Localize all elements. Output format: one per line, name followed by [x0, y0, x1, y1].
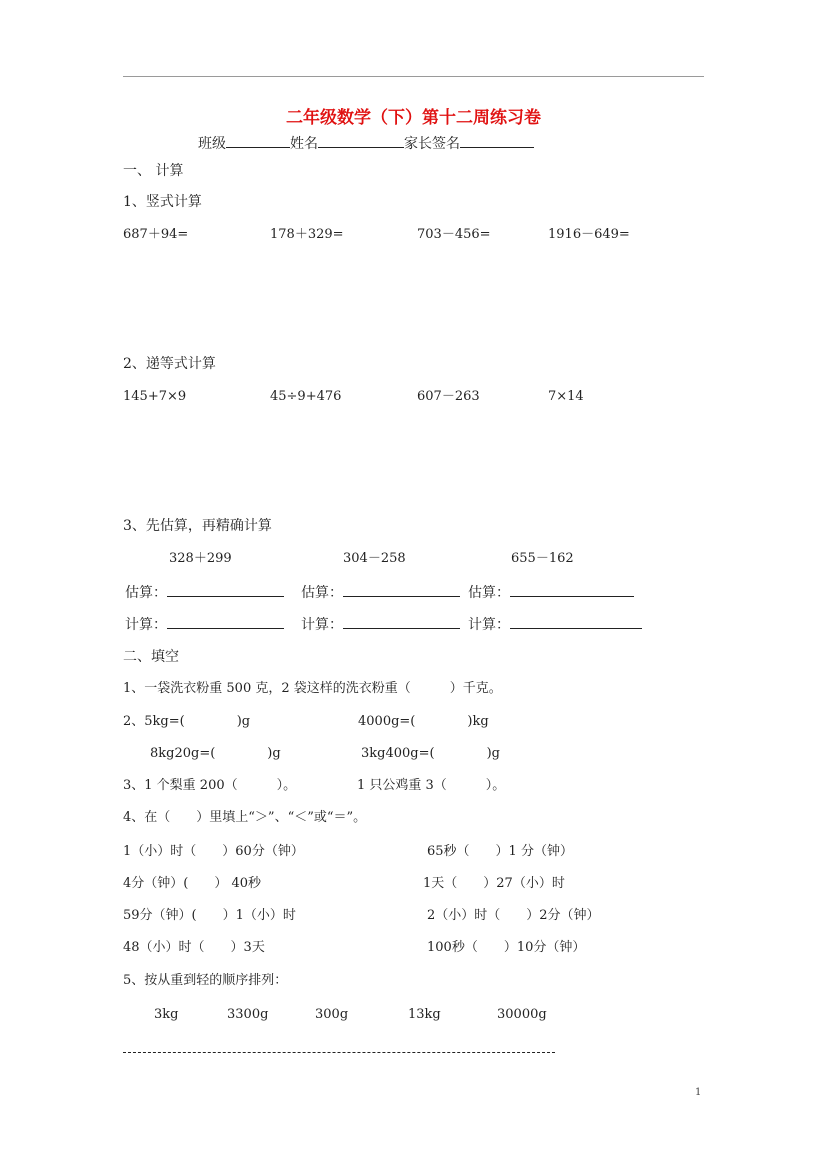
fill-q3-b: 1 只公鸡重 3（ ）。 [357, 778, 506, 793]
q1-item-4: 1916－649= [548, 227, 630, 242]
q2-item-4: 7×14 [548, 389, 584, 404]
fill-q2-c: 8kg20g=( )g [150, 746, 281, 761]
calc-row-1 [125, 616, 284, 632]
weight-item-4: 13kg [408, 1007, 441, 1022]
class-label: 班级 [198, 136, 226, 152]
fill-q2-d: 3kg400g=( )g [361, 746, 500, 761]
compare-row-3-right: 2（小）时（ ）2分（钟） [427, 908, 600, 923]
estimate-row-2 [301, 584, 460, 600]
compare-row-4-left: 48（小）时（ ）3天 [123, 940, 265, 955]
estimate-label: 估算： [125, 585, 167, 601]
fill-q2-b: 4000g=( )kg [358, 714, 489, 729]
fill-q4-title: 4、在（ ）里填上“＞”、“＜”或“＝”。 [123, 810, 367, 825]
student-info-line [198, 135, 534, 151]
q1-title: 1、竖式计算 [123, 194, 202, 210]
compare-row-3-left: 59分（钟）( ）1（小）时 [123, 908, 296, 923]
estimate-label: 估算： [301, 585, 343, 601]
compare-row-1-left: 1（小）时（ ）60分（钟） [123, 844, 304, 859]
class-blank[interactable] [226, 135, 290, 148]
calc-blank[interactable] [343, 616, 460, 629]
q2-item-3: 607－263 [417, 389, 480, 404]
parent-signature-blank[interactable] [460, 135, 534, 148]
fill-q3-a: 3、1 个梨重 200（ ）。 [123, 778, 297, 793]
weight-item-2: 3300g [227, 1007, 269, 1022]
page-number: 1 [695, 1087, 702, 1098]
worksheet-title: 二年级数学（下）第十二周练习卷 [286, 108, 541, 128]
calc-blank[interactable] [167, 616, 284, 629]
estimate-blank[interactable] [510, 584, 634, 597]
estimate-blank[interactable] [343, 584, 460, 597]
q3-title: 3、先估算，再精确计算 [123, 518, 272, 534]
name-label: 姓名 [290, 136, 318, 152]
weight-item-5: 30000g [497, 1007, 547, 1022]
q1-item-2: 178＋329= [270, 227, 344, 242]
name-blank[interactable] [318, 135, 404, 148]
compare-row-2-left: 4分（钟）( ） 40秒 [123, 876, 262, 891]
q2-item-1: 145+7×9 [123, 389, 187, 404]
estimate-label: 估算： [468, 585, 510, 601]
weight-item-3: 300g [315, 1007, 349, 1022]
estimate-row-3 [468, 584, 634, 600]
q3-item-3: 655－162 [511, 551, 574, 566]
compare-row-4-right: 100秒（ ）10分（钟） [427, 940, 586, 955]
calc-label: 计算： [301, 617, 343, 633]
section-2-heading: 二、填空 [123, 649, 179, 665]
weight-item-1: 3kg [154, 1007, 179, 1022]
fill-q5-title: 5、按从重到轻的顺序排列： [123, 973, 288, 988]
estimate-blank[interactable] [167, 584, 284, 597]
section-1-heading: 一、 计算 [123, 163, 184, 179]
answer-line[interactable] [123, 1052, 555, 1053]
fill-q1: 1、一袋洗衣粉重 500 克，2 袋这样的洗衣粉重（ ）千克。 [123, 681, 502, 696]
calc-label: 计算： [468, 617, 510, 633]
calc-row-2 [301, 616, 460, 632]
q2-item-2: 45÷9+476 [270, 389, 342, 404]
q3-item-1: 328＋299 [169, 551, 232, 566]
calc-row-3 [468, 616, 642, 632]
calc-label: 计算： [125, 617, 167, 633]
q2-title: 2、递等式计算 [123, 356, 216, 372]
estimate-row-1 [125, 584, 284, 600]
header-rule [123, 76, 704, 77]
q1-item-1: 687＋94= [123, 227, 189, 242]
compare-row-1-right: 65秒（ ）1 分（钟） [427, 844, 573, 859]
compare-row-2-right: 1天（ ）27（小）时 [423, 876, 565, 891]
calc-blank[interactable] [510, 616, 642, 629]
parent-signature-label: 家长签名 [404, 136, 460, 152]
q1-item-3: 703－456= [417, 227, 491, 242]
fill-q2-a: 2、5kg=( )g [123, 714, 251, 729]
q3-item-2: 304－258 [343, 551, 406, 566]
